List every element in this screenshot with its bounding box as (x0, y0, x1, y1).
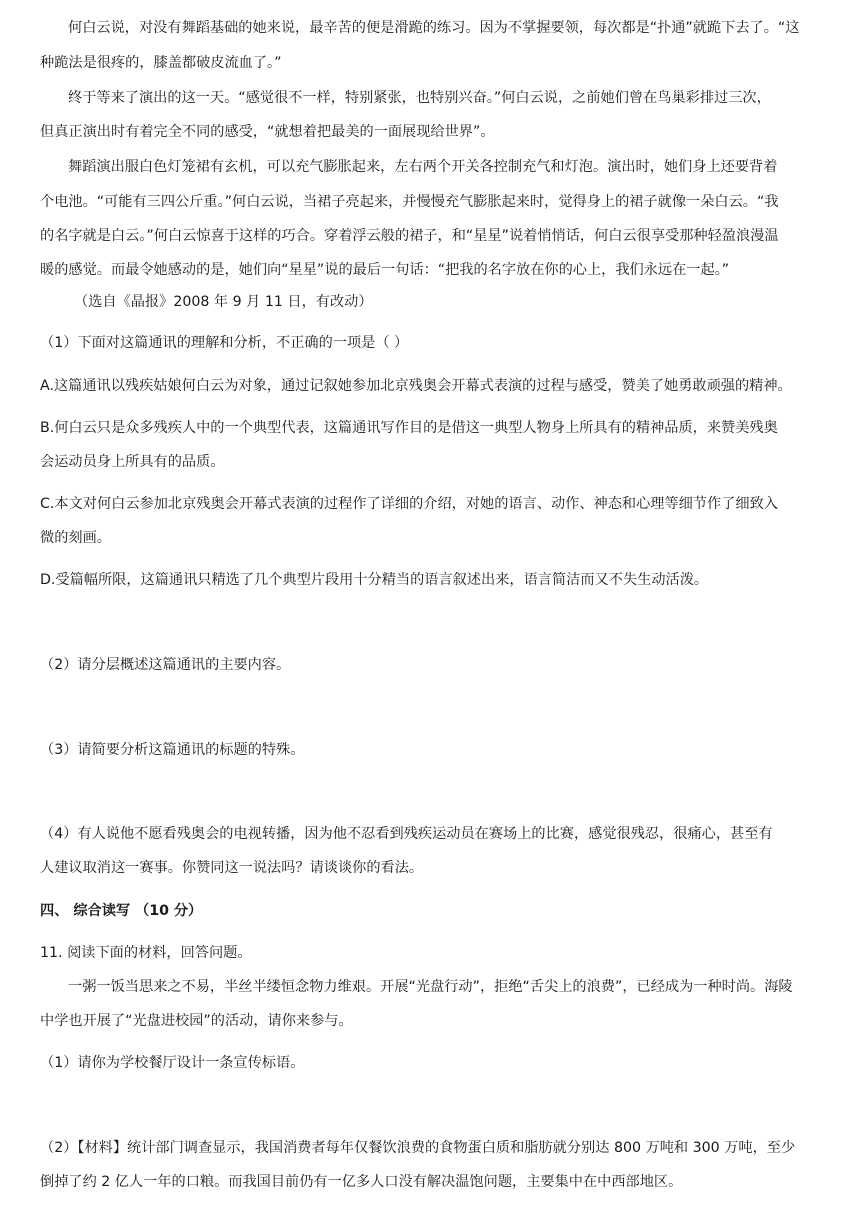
sub-question-2-line-2: 倒掉了约 2 亿人一年的口粮。而我国目前仍有一亿多人口没有解决温饱问题，主要集中在中西部地区。 (40, 1174, 683, 1190)
passage-paragraph-1-line-1: 何白云说，对没有舞蹈基础的她来说，最辛苦的便是滑跪的练习。因为不掌握要领，每次都是“扑通”就跪下去了。“这 (68, 20, 800, 36)
option-c-line-2: 微的刻画。 (40, 530, 111, 546)
passage-paragraph-3-line-4: 暖的感觉。而最令她感动的是，她们向“星星”说的最后一句话：“把我的名字放在你的心上，我们永远在一起。” (40, 262, 730, 278)
passage-paragraph-3-line-2: 个电池。“可能有三四公斤重。”何白云说，当裙子亮起来，并慢慢充气膨胀起来时，觉得身上的裙子就像一朵白云。“我 (40, 194, 779, 210)
passage-paragraph-2-line-1: 终于等来了演出的这一天。“感觉很不一样，特别紧张，也特别兴奋。”何白云说，之前她们曾在鸟巢彩排过三次， (68, 90, 771, 106)
passage-paragraph-3-line-3: 的名字就是白云。”何白云惊喜于这样的巧合。穿着浮云般的裙子，和“星星”说着悄悄话，何白云很享受那种轻盈浪漫温 (40, 228, 779, 244)
option-b-line-1: B.何白云只是众多残疾人中的一个典型代表，这篇通讯写作目的是借这一典型人物身上所具有的精神品质，来赞美残奥 (40, 420, 778, 436)
passage-paragraph-1-line-2: 种跪法是很疼的，膝盖都破皮流血了。” (40, 55, 282, 71)
question-4-line-2: 人建议取消这一赛事。你赞同这一说法吗？请谈谈你的看法。 (40, 860, 424, 876)
option-b-line-2: 会运动员身上所具有的品质。 (40, 454, 225, 470)
passage-source: （选自《晶报》2008 年 9 月 11 日，有改动） (74, 294, 373, 310)
sub-question-1: （1）请你为学校餐厅设计一条宣传标语。 (40, 1055, 305, 1071)
question-11: 11. 阅读下面的材料，回答问题。 (40, 945, 252, 961)
passage-paragraph-2-line-2: 但真正演出时有着完全不同的感受，“就想着把最美的一面展现给世界”。 (40, 124, 495, 140)
sub-question-2-line-1: （2）【材料】统计部门调查显示，我国消费者每年仅餐饮浪费的食物蛋白质和脂肪就分别达 800 万吨和 300 万吨，至少 (40, 1140, 796, 1156)
option-c-line-1: C.本文对何白云参加北京残奥会开幕式表演的过程作了详细的介绍，对她的语言、动作、神态和心理等细节作了细致入 (40, 496, 778, 512)
material-intro-line-1: 一粥一饭当思来之不易，半丝半缕恒念物力维艰。开展“光盘行动”，拒绝“舌尖上的浪费”，已经成为一种时尚。海陵 (68, 979, 793, 995)
option-d: D.受篇幅所限，这篇通讯只精选了几个典型片段用十分精当的语言叙述出来，语言简洁而又不失生动活泼。 (40, 572, 709, 588)
option-a: A.这篇通讯以残疾姑娘何白云为对象，通过记叙她参加北京残奥会开幕式表演的过程与感受，赞美了她勇敢顽强的精神。 (40, 378, 792, 394)
question-1: （1）下面对这篇通讯的理解和分析，不正确的一项是（ ） (40, 335, 409, 351)
section-4-heading: 四、 综合读写 （10 分） (40, 903, 203, 919)
question-4-line-1: （4）有人说他不愿看残奥会的电视转播，因为他不忍看到残疾运动员在赛场上的比赛，感觉很残忍，很痛心，甚至有 (40, 826, 773, 842)
material-intro-line-2: 中学也开展了“光盘进校园”的活动，请你来参与。 (40, 1013, 353, 1029)
question-3: （3）请简要分析这篇通讯的标题的特殊。 (40, 742, 305, 758)
passage-paragraph-3-line-1: 舞蹈演出服白色灯笼裙有玄机，可以充气膨胀起来，左右两个开关各控制充气和灯泡。演出时，她们身上还要背着 (68, 159, 778, 175)
question-2: （2）请分层概述这篇通讯的主要内容。 (40, 657, 291, 673)
